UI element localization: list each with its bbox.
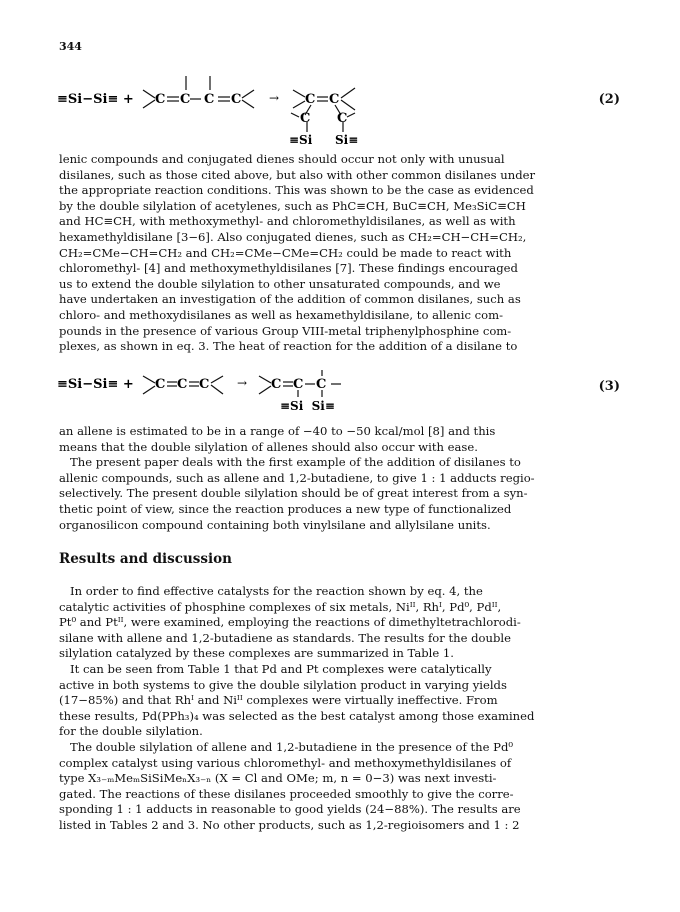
text-line: silane with allene and 1,2-butadiene as standards. The results for the double — [59, 630, 511, 645]
text-line: gated. The reactions of these disilanes proceeded smoothly to give the corre- — [59, 786, 514, 801]
svg-text:C: C — [305, 92, 316, 107]
text-line: and HC≡CH, with methoxymethyl- and chloromethyldisilanes, as well as with — [59, 214, 516, 229]
text-line: organosilicon compound containing both vinylsilane and allylsilane units. — [59, 517, 491, 532]
svg-text:C: C — [337, 111, 348, 126]
text-line: us to extend the double silylation to other unsaturated compounds, and we — [59, 276, 501, 291]
svg-text:C: C — [199, 377, 210, 392]
paragraph-3 — [59, 584, 621, 834]
equation-3 — [55, 366, 515, 418]
eq3-number: (3) — [598, 379, 620, 394]
eq2-number: (2) — [598, 92, 620, 107]
text-line: lenic compounds and conjugated dienes should occur not only with unusual — [59, 152, 505, 166]
paragraph-2 — [59, 424, 621, 533]
text-line: these results, Pd(PPh₃)₄ was selected as the best catalyst among those examined — [59, 708, 535, 723]
text-line: disilanes, such as those cited above, but also with other common disilanes under — [59, 167, 536, 182]
text-line: means that the double silylation of allenes should also occur with ease. — [59, 439, 478, 454]
paragraph-1 — [59, 152, 621, 355]
svg-text:C: C — [316, 377, 327, 392]
eq2-si-left: ≡Si — [289, 133, 313, 147]
text-line: In order to find effective catalysts for the reaction shown by eq. 4, the — [59, 584, 483, 598]
svg-text:C: C — [177, 377, 188, 392]
text-line: hexamethyldisilane [3−6]. Also conjugated dienes, such as CH₂=CH−CH=CH₂, — [59, 229, 527, 244]
text-line: silylation catalyzed by these complexes are summarized in Table 1. — [59, 646, 454, 661]
text-line: an allene is estimated to be in a range of −40 to −50 kcal/mol [8] and this — [59, 424, 496, 438]
text-line: allenic compounds, such as allene and 1,2-butadiene, to give 1 : 1 adducts regio- — [59, 470, 535, 485]
text-line: plexes, as shown in eq. 3. The heat of reaction for the addition of a disilane to — [59, 339, 518, 354]
eq3-disilane: ≡Si−Si≡ + — [57, 377, 134, 392]
eq2-si-right: Si≡ — [335, 133, 359, 147]
eq2-disilane: ≡Si−Si≡ + — [57, 92, 134, 107]
text-line: Pt⁰ and Ptᴵᴵ, were examined, employing the reactions of dimethyltetrachlorodi- — [59, 615, 521, 630]
text-line: listed in Tables 2 and 3. No other products, such as 1,2-regioisomers and 1 : 2 — [59, 817, 520, 832]
svg-text:C: C — [155, 377, 166, 392]
svg-text:C: C — [329, 92, 340, 107]
equation-2 — [55, 70, 515, 150]
text-line: CH₂=CMe−CH=CH₂ and CH₂=CMe−CMe=CH₂ could be made to react with — [59, 245, 512, 260]
eq2-arrow: → — [269, 91, 280, 105]
svg-text:C: C — [231, 92, 242, 107]
svg-text:C: C — [180, 92, 191, 107]
section-heading: Results and discussion — [59, 551, 232, 567]
text-line: the appropriate reaction conditions. This was shown to be the case as evidenced — [59, 183, 534, 198]
text-line: pounds in the presence of various Group VIII-metal triphenylphosphine com- — [59, 323, 512, 338]
text-line: chloro- and methoxydisilanes as well as hexamethyldisilane, to allenic com- — [59, 307, 504, 322]
svg-text:C: C — [204, 92, 215, 107]
text-line: thetic point of view, since the reaction produces a new type of functionalized — [59, 501, 512, 516]
svg-text:C: C — [300, 111, 311, 126]
text-line: The double silylation of allene and 1,2-butadiene in the presence of the Pd⁰ — [59, 739, 514, 754]
svg-text:C: C — [293, 377, 304, 392]
text-line: active in both systems to give the double silylation product in varying yields — [59, 677, 507, 692]
text-line: have undertaken an investigation of the addition of common disilanes, such as — [59, 292, 521, 307]
eq3-si: ≡Si Si≡ — [280, 399, 335, 413]
text-line: catalytic activities of phosphine complexes of six metals, Niᴵᴵ, Rhᴵ, Pd⁰, Pdᴵᴵ, — [59, 599, 502, 614]
text-line: sponding 1 : 1 adducts in reasonable to good yields (24−88%). The results are — [59, 802, 521, 817]
text-line: chloromethyl- [4] and methoxymethyldisilanes [7]. These findings encouraged — [59, 261, 518, 276]
text-line: for the double silylation. — [59, 724, 203, 739]
svg-text:C: C — [155, 92, 166, 107]
text-line: (17−85%) and that Rhᴵ and Niᴵᴵ complexes were virtually ineffective. From — [59, 693, 498, 708]
text-line: It can be seen from Table 1 that Pd and Pt complexes were catalytically — [59, 661, 492, 676]
text-line: selectively. The present double silylation should be of great interest from a syn- — [59, 486, 528, 501]
page-number: 344 — [59, 40, 82, 53]
text-line: by the double silylation of acetylenes, such as PhC≡CH, BuC≡CH, Me₃SiC≡CH — [59, 198, 526, 213]
text-line: type X₃₋ₘMeₘSiSiMeₙX₃₋ₙ (X = Cl and OMe; m, n = 0−3) was next investi- — [59, 771, 497, 786]
text-line: complex catalyst using various chloromethyl- and methoxymethyldisilanes of — [59, 755, 512, 770]
text-line: The present paper deals with the first example of the addition of disilanes to — [59, 455, 521, 470]
eq3-arrow: → — [237, 376, 248, 390]
svg-text:C: C — [271, 377, 282, 392]
